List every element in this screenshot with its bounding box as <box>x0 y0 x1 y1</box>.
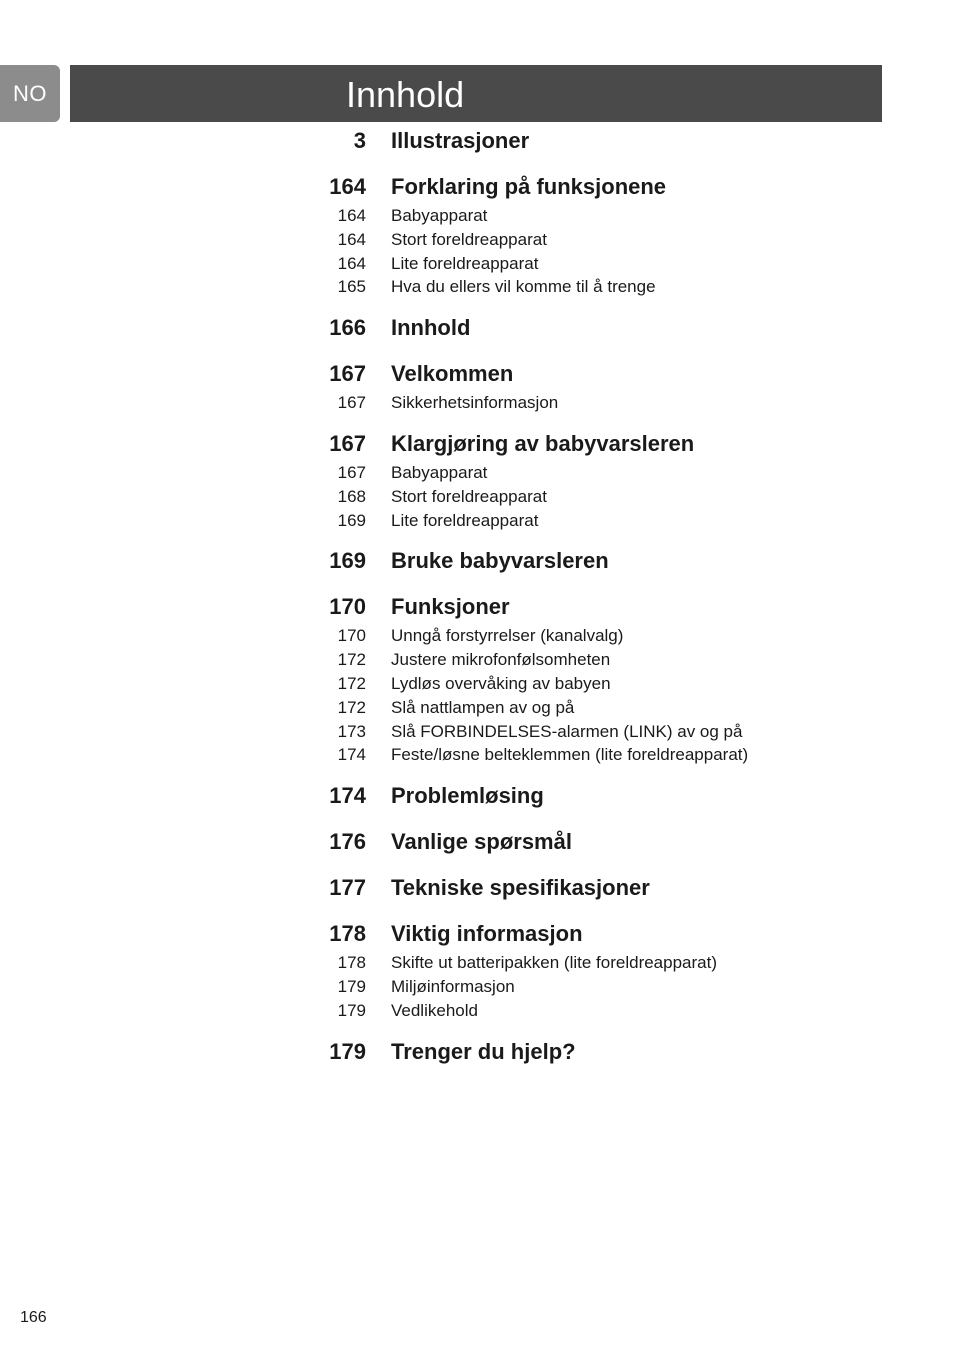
toc-subentry[interactable] <box>300 722 860 746</box>
toc-entry-title: Klargjøring av babyvarsleren <box>391 430 695 456</box>
toc-section <box>300 829 860 861</box>
toc-entry[interactable] <box>300 174 860 206</box>
toc-subentry-title: Unngå forstyrrelser (kanalvalg) <box>391 626 624 646</box>
toc-subentry-title: Babyapparat <box>391 206 488 225</box>
toc-subentry-title: Slå nattlampen av og på <box>391 697 575 717</box>
toc-entry-page: 167 <box>329 430 366 456</box>
toc-entry-page: 169 <box>329 548 366 574</box>
toc-subentry-page: 173 <box>337 721 366 741</box>
toc-subentry-page: 172 <box>337 650 366 670</box>
toc-subentry-title: Sikkerhetsinformasjon <box>391 393 559 413</box>
toc-entry-title: Bruke babyvarsleren <box>391 548 609 574</box>
toc-subentry-title: Hva du ellers vil komme til å trenge <box>391 277 656 297</box>
toc-entry[interactable] <box>300 361 860 393</box>
toc-section <box>300 783 860 815</box>
toc-entry-page: 177 <box>329 875 366 901</box>
toc-entry-page: 164 <box>329 174 366 199</box>
toc-entry[interactable] <box>300 594 860 626</box>
language-tab: NO <box>0 65 60 122</box>
toc-entry-title: Velkommen <box>391 361 514 387</box>
toc-subentry-title: Babyapparat <box>391 462 488 482</box>
toc-subentry-title: Justere mikrofonfølsomheten <box>391 650 611 670</box>
page-title: Innhold <box>346 74 465 115</box>
toc-subentry-page: 174 <box>337 745 366 765</box>
toc-subentry-title: Miljøinformasjon <box>391 976 515 996</box>
toc-entry-page: 166 <box>329 315 366 341</box>
toc-entry-page: 176 <box>329 829 366 855</box>
toc-entry-title: Funksjoner <box>391 594 510 620</box>
toc-subentry-title: Feste/løsne belteklemmen (lite foreldreapparat) <box>391 745 749 765</box>
toc-subentry-title: Vedlikehold <box>391 1000 478 1020</box>
toc-entry-title: Vanlige spørsmål <box>391 829 572 855</box>
toc-entry[interactable] <box>300 921 860 953</box>
title-bar <box>70 65 882 122</box>
toc-subentry[interactable] <box>300 698 860 722</box>
toc-subentry-page: 169 <box>337 510 366 530</box>
toc-entry-title: Trenger du hjelp? <box>391 1038 576 1064</box>
toc-section <box>300 315 860 347</box>
toc-entry-page: 178 <box>329 921 366 947</box>
toc-subentry-title: Stort foreldreapparat <box>391 229 547 249</box>
toc-entry-title: Innhold <box>391 315 471 341</box>
toc-subentry-title: Stort foreldreapparat <box>391 486 547 506</box>
toc-entry[interactable] <box>300 783 860 815</box>
toc-entry-title: Problemløsing <box>391 783 544 809</box>
toc-entry[interactable] <box>300 128 860 160</box>
toc-subentry[interactable] <box>300 511 860 535</box>
toc-entry-title: Forklaring på funksjonene <box>391 174 667 199</box>
toc-subentry-page: 164 <box>337 229 366 249</box>
toc-section <box>300 875 860 907</box>
toc-entry-page: 170 <box>329 594 366 620</box>
toc-subentry-page: 179 <box>337 1000 366 1020</box>
toc-section <box>300 431 860 534</box>
toc-subentry[interactable] <box>300 1001 860 1025</box>
toc-entry-title: Tekniske spesifikasjoner <box>391 875 650 901</box>
toc-subentry[interactable] <box>300 953 860 977</box>
table-of-contents <box>300 128 860 1085</box>
toc-subentry-title: Lite foreldreapparat <box>391 510 539 530</box>
toc-subentry[interactable] <box>300 487 860 511</box>
toc-subentry-page: 167 <box>337 393 366 413</box>
toc-subentry-page: 172 <box>337 673 366 693</box>
toc-subentry[interactable] <box>300 674 860 698</box>
toc-entry[interactable] <box>300 431 860 463</box>
toc-subentry-page: 164 <box>337 253 366 273</box>
toc-subentry[interactable] <box>300 206 860 230</box>
toc-section <box>300 1039 860 1071</box>
toc-subentry[interactable] <box>300 463 860 487</box>
toc-section <box>300 174 860 301</box>
toc-subentry[interactable] <box>300 393 860 417</box>
toc-section <box>300 921 860 1024</box>
toc-subentry[interactable] <box>300 745 860 769</box>
toc-entry[interactable] <box>300 875 860 907</box>
toc-subentry-page: 172 <box>337 697 366 717</box>
toc-entry-page: 3 <box>353 128 366 153</box>
toc-subentry[interactable] <box>300 626 860 650</box>
toc-subentry-title: Lite foreldreapparat <box>391 253 539 273</box>
toc-subentry[interactable] <box>300 277 860 301</box>
toc-entry-page: 179 <box>329 1038 366 1064</box>
toc-subentry[interactable] <box>300 977 860 1001</box>
toc-subentry[interactable] <box>300 254 860 278</box>
toc-subentry-page: 164 <box>337 206 366 225</box>
toc-entry[interactable] <box>300 548 860 580</box>
toc-section <box>300 594 860 769</box>
toc-entry-page: 167 <box>329 361 366 387</box>
toc-subentry[interactable] <box>300 230 860 254</box>
toc-entry-page: 174 <box>329 783 366 809</box>
toc-entry[interactable] <box>300 1039 860 1071</box>
toc-subentry-page: 165 <box>337 277 366 297</box>
toc-subentry-title: Lydløs overvåking av babyen <box>391 673 611 693</box>
toc-section <box>300 548 860 580</box>
toc-subentry-page: 170 <box>337 626 366 646</box>
toc-entry[interactable] <box>300 829 860 861</box>
toc-subentry-page: 168 <box>337 486 366 506</box>
toc-entry-title: Viktig informasjon <box>391 921 583 947</box>
toc-entry[interactable] <box>300 315 860 347</box>
toc-subentry-page: 167 <box>337 462 366 482</box>
toc-subentry-title: Skifte ut batteripakken (lite foreldreapparat) <box>391 953 718 973</box>
toc-entry-title: Illustrasjoner <box>391 128 530 153</box>
toc-section <box>300 128 860 160</box>
toc-subentry[interactable] <box>300 650 860 674</box>
page-number: 166 <box>20 1309 47 1326</box>
toc-section <box>300 361 860 417</box>
toc-subentry-title: Slå FORBINDELSES-alarmen (LINK) av og på <box>391 721 743 741</box>
toc-subentry-page: 178 <box>337 953 366 973</box>
toc-subentry-page: 179 <box>337 976 366 996</box>
